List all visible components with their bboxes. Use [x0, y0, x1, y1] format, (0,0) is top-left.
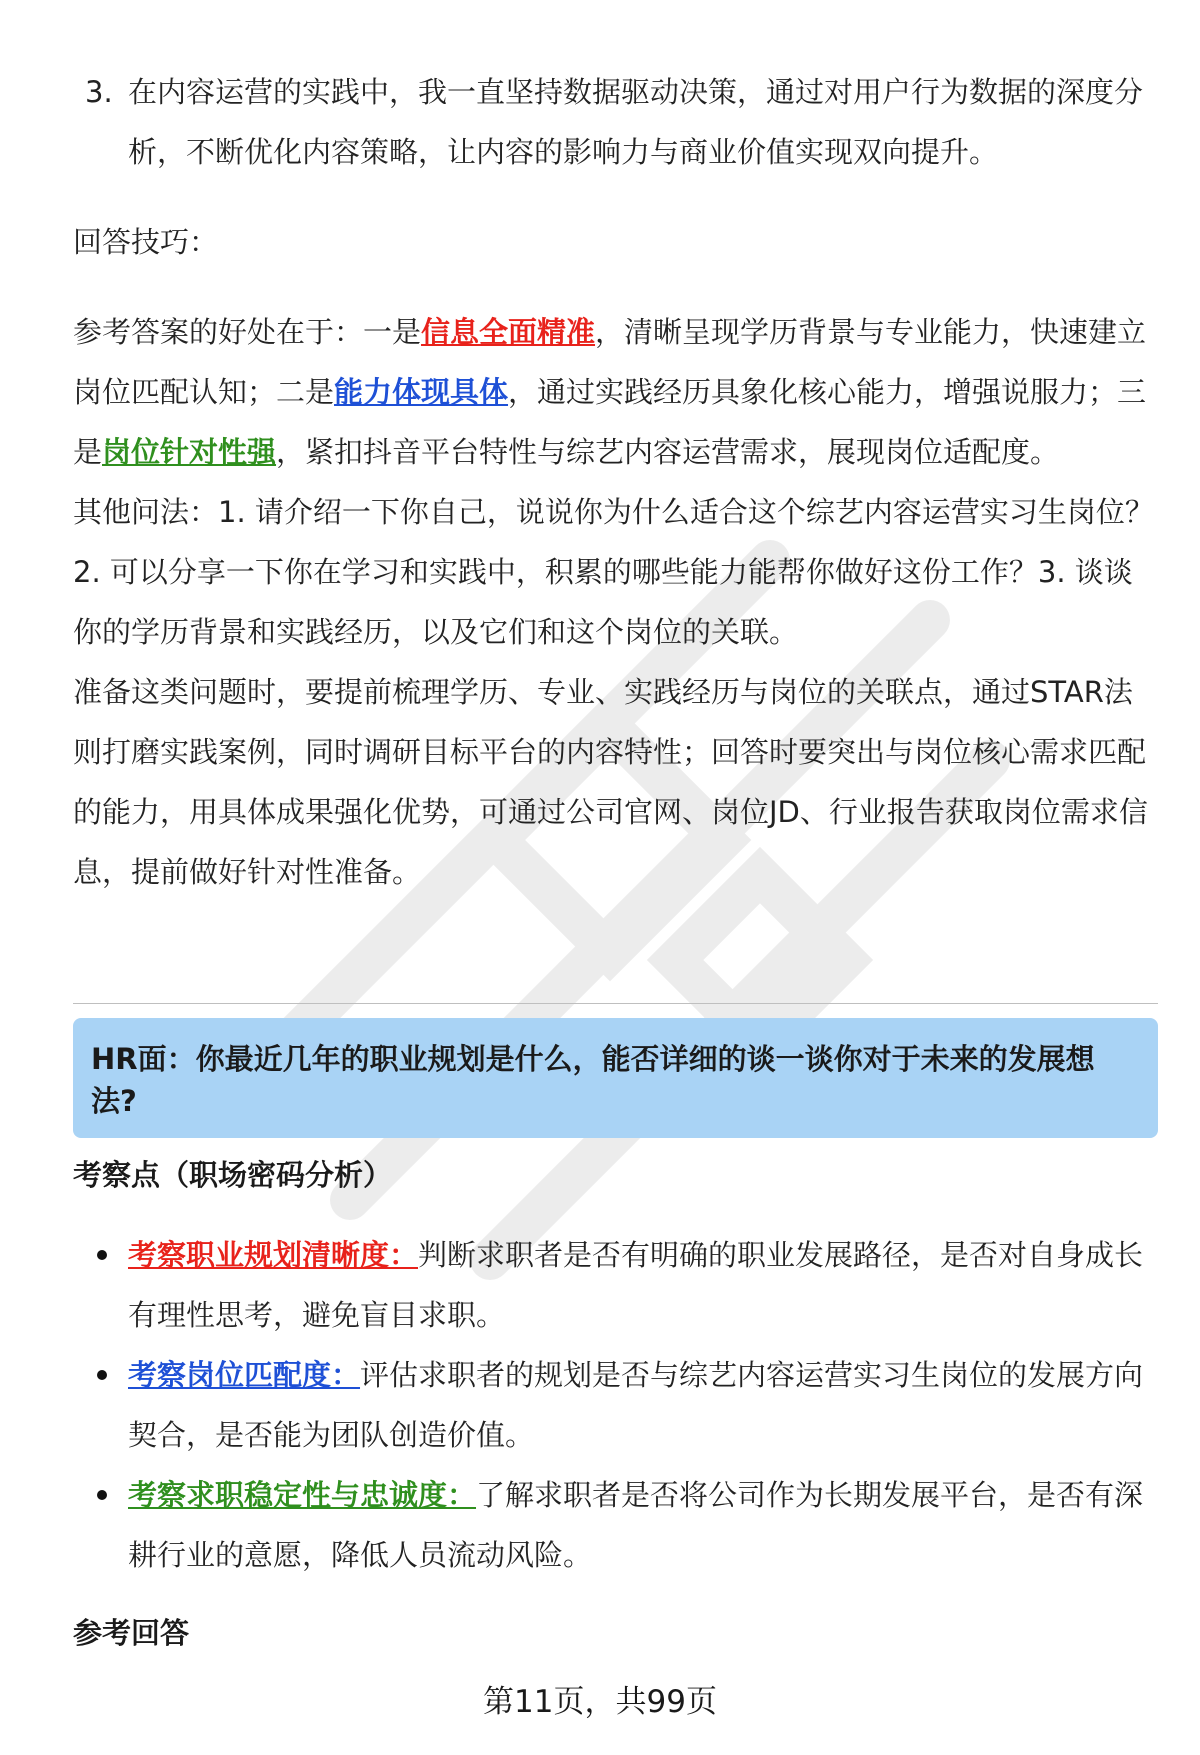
bullet-dot-icon [97, 1490, 107, 1500]
other-asks-paragraph: 其他问法：1. 请介绍一下你自己，说说你为什么适合这个综艺内容运营实习生岗位？2. 可以分享一下你在学习和实践中，积累的哪些能力能帮你做好这份工作？3. 谈谈你的学历背景和实践经历，以及它们和这个岗位的关联。 [73, 495, 1154, 649]
item-text: 在内容运营的实践中，我一直坚持数据驱动决策，通过对用户行为数据的深度分析，不断优化内容策略，让内容的影响力与商业价值实现双向提升。 [128, 75, 1144, 169]
highlight-ability-concrete: 能力体现具体 [334, 375, 509, 409]
question-text: HR面：你最近几年的职业规划是什么，能否详细的谈一谈你对于未来的发展想法? [91, 1042, 1095, 1118]
tips-text-3: ，紧扣抖音平台特性与综艺内容运营需求，展现岗位适配度。 [276, 435, 1060, 469]
main-content [73, 62, 1158, 902]
bullet-label-2: 考察岗位匹配度： [128, 1358, 361, 1392]
bullet-dot-icon [97, 1250, 107, 1260]
tips-intro: 参考答案的好处在于：一是 [73, 315, 422, 349]
preparation-paragraph: 准备这类问题时，要提前梳理学历、专业、实践经历与岗位的关联点，通过STAR法则打磨实践案例，同时调研目标平台的内容特性；回答时要突出与岗位核心需求匹配的能力，用具体成果强化优势，可通过公司官网、岗位JD、行业报告获取岗位需求信息，提前做好针对性准备。 [73, 675, 1148, 889]
analysis-bullet-list [73, 1225, 1158, 1585]
page-footer: 第11页，共99页 [483, 1684, 717, 1720]
answer-title: 参考回答 [73, 1616, 190, 1650]
tips-text-1: ，清晰呈现学历背景与专业能力，快速建立岗位匹配认知；二是 [73, 315, 1147, 409]
bullet-item-1 [73, 1225, 1158, 1345]
tips-paragraph [73, 302, 1158, 482]
numbered-item-3 [73, 62, 1158, 182]
tips-text-2: ，通过实践经历具象化核心能力，增强说服力；三是 [73, 375, 1147, 469]
bullet-text-2: 评估求职者的规划是否与综艺内容运营实习生岗位的发展方向契合，是否能为团队创造价值。 [128, 1358, 1144, 1452]
bullet-item-3 [73, 1465, 1158, 1585]
highlight-job-targeted: 岗位针对性强 [102, 435, 277, 469]
bullet-text-1: 判断求职者是否有明确的职业发展路径，是否对自身成长有理性思考，避免盲目求职。 [128, 1238, 1144, 1332]
bullet-dot-icon [97, 1370, 107, 1380]
bullet-text-3: 了解求职者是否将公司作为长期发展平台，是否有深耕行业的意愿，降低人员流动风险。 [128, 1478, 1144, 1572]
bullet-item-2 [73, 1345, 1158, 1465]
highlight-info-accurate: 信息全面精准 [421, 315, 596, 349]
section-divider [73, 1003, 1158, 1004]
bullet-label-3: 考察求职稳定性与忠诚度： [128, 1478, 477, 1512]
analysis-title: 考察点（职场密码分析） [73, 1158, 393, 1192]
tips-heading: 回答技巧： [73, 225, 219, 259]
question-box [73, 1018, 1158, 1138]
bullet-label-1: 考察职业规划清晰度： [128, 1238, 419, 1272]
item-number: 3. [85, 75, 113, 109]
